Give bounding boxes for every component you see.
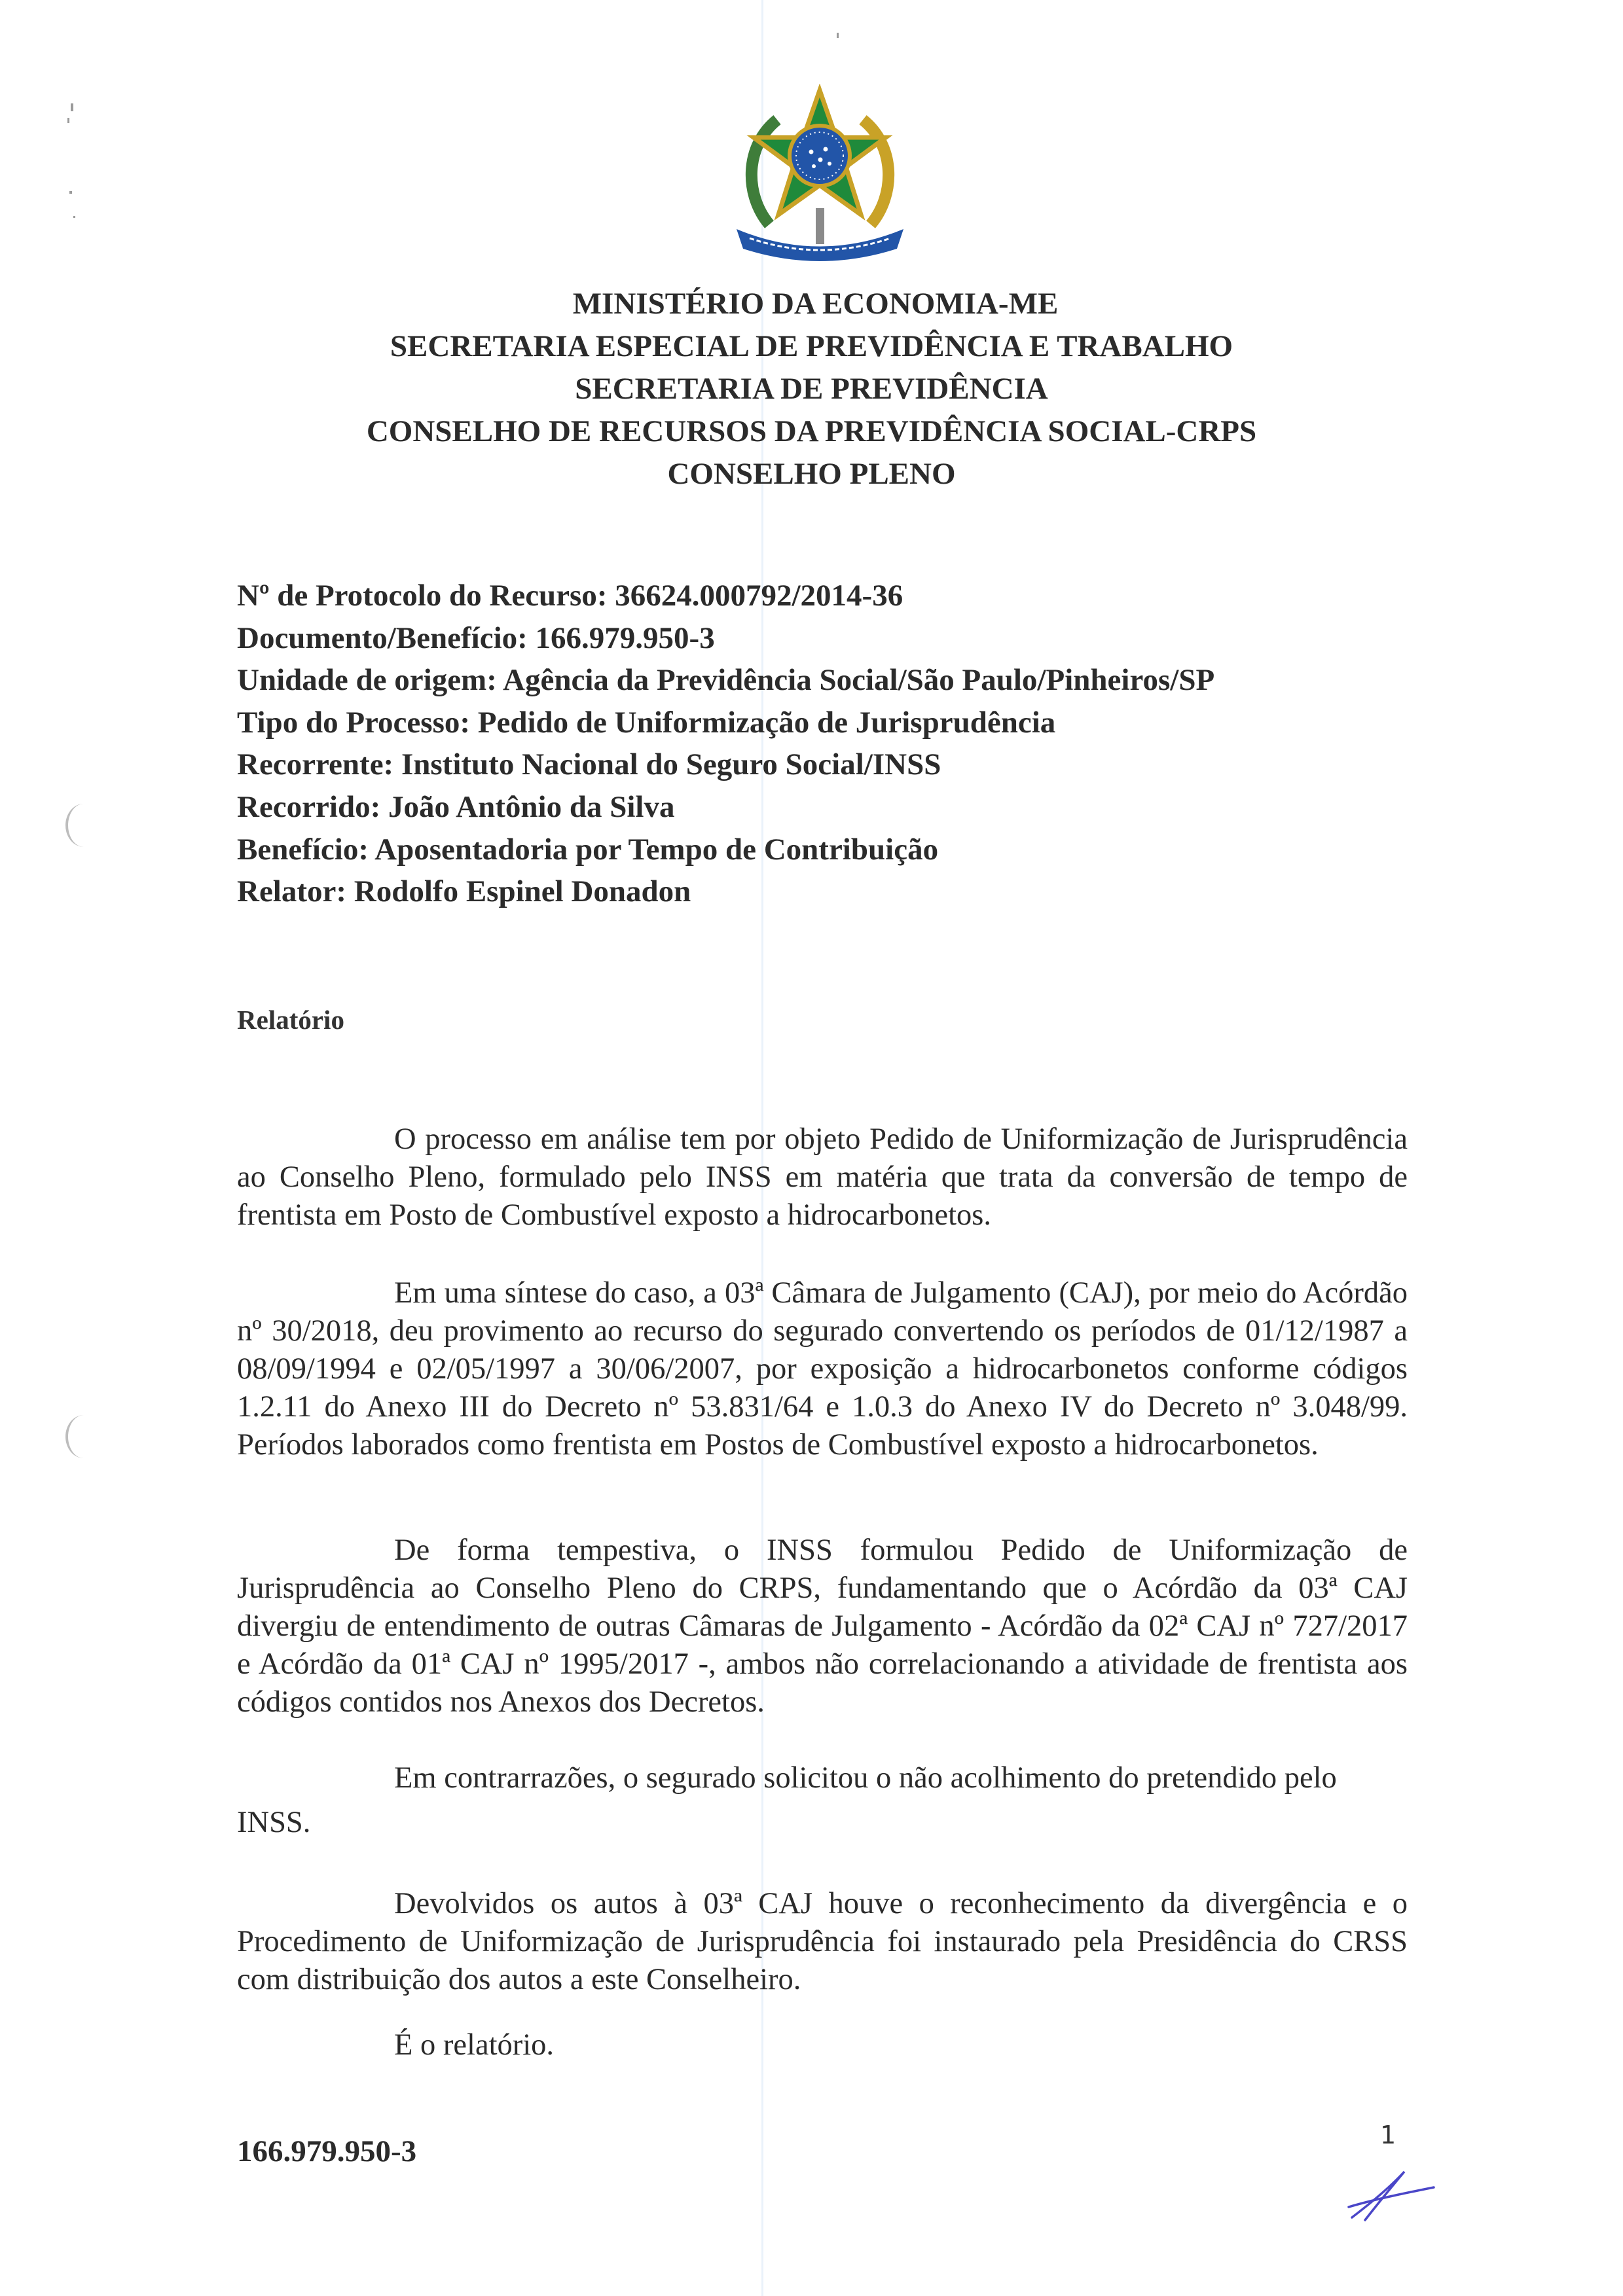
- meta-benefit: Benefício: Aposentadoria por Tempo de Contribuição: [237, 832, 939, 867]
- meta-process-type: Tipo do Processo: Pedido de Uniformização de Jurisprudência: [237, 705, 1056, 740]
- brazil-coat-of-arms-icon: [730, 84, 910, 266]
- paragraph-text: Devolvidos os autos à 03ª CAJ houve o reconhecimento da divergência e o Procedimento de Uniformização de Jurisprudência foi instaurado pela Presidência do CRSS com distribuição dos autos a este Conselheiro.: [237, 1887, 1408, 1996]
- header-plenary: CONSELHO PLENO: [667, 457, 956, 491]
- paragraph-text: Em uma síntese do caso, a 03ª Câmara de Julgamento (CAJ), por meio do Acórdão nº 30/2018, deu provimento ao recurso do segurado convertendo os períodos de 01/12/1987 a 08/09/1994 e 02/05/1997 a 30/06/2007, por exposição a hidrocarbonetos conforme códigos 1.2.11 do Anexo III do Decreto nº 53.831/64 e 1.0.3 do Anexo IV do Decreto nº 3.048/99. Períodos laborados como frentista em Postos de Combustível exposto a hidrocarbonetos.: [237, 1276, 1408, 1462]
- header-ministry: MINISTÉRIO DA ECONOMIA-ME: [572, 287, 1059, 321]
- paragraph-text: De forma tempestiva, o INSS formulou Pedido de Uniformização de Jurisprudência ao Conselho Pleno do CRPS, fundamentando que o Acórdão da 03ª CAJ divergiu de entendimento de outras Câmaras de Julgamento - Acórdão da 02ª CAJ nº 727/2017 e Acórdão da 01ª CAJ nº 1995/2017 -, ambos não correlacionando a atividade de frentista aos códigos contidos nos Anexos dos Decretos.: [237, 1534, 1408, 1719]
- scan-speck: [67, 118, 69, 123]
- scan-speck: [73, 216, 75, 218]
- case-metadata: [237, 575, 1214, 913]
- paragraph-text: É o relatório.: [394, 2028, 555, 2062]
- meta-rapporteur: Relator: Rodolfo Espinel Donadon: [237, 874, 691, 909]
- scan-speck: [69, 191, 72, 194]
- footer-document-id: 166.979.950-3: [237, 2134, 417, 2168]
- meta-appellee: Recorrido: João Antônio da Silva: [237, 789, 675, 824]
- scan-speck: [837, 33, 839, 38]
- header-council: CONSELHO DE RECURSOS DA PREVIDÊNCIA SOCIAL-CRPS: [366, 414, 1257, 448]
- paragraph: [237, 1121, 1408, 1234]
- meta-document: Documento/Benefício: 166.979.950-3: [237, 620, 715, 655]
- handwritten-signature: [1336, 2166, 1440, 2225]
- section-title: Relatório: [237, 1005, 344, 1035]
- paragraph-text: Em contrarrazões, o segurado solicitou o não acolhimento do pretendido pelo: [394, 1761, 1337, 1795]
- meta-protocol: Nº de Protocolo do Recurso: 36624.000792/2014-36: [237, 579, 903, 613]
- paragraph-tail: INSS.: [237, 1806, 311, 1839]
- header-secretariat: SECRETARIA DE PREVIDÊNCIA: [575, 372, 1048, 406]
- page-number: 1: [1380, 2121, 1396, 2149]
- paragraph: [237, 2026, 1408, 2064]
- scan-speck: [71, 103, 73, 111]
- punch-hole-top: [65, 804, 102, 847]
- paragraph: [237, 1759, 1408, 1842]
- paragraph: [237, 1532, 1408, 1721]
- paragraph-text: O processo em análise tem por objeto Pedido de Uniformização de Jurisprudência ao Conselho Pleno, formulado pelo INSS em matéria que trata da conversão de tempo de frentista em Posto de Combustível exposto a hidrocarbonetos.: [237, 1122, 1408, 1232]
- meta-origin-unit: Unidade de origem: Agência da Previdência Social/São Paulo/Pinheiros/SP: [237, 663, 1215, 698]
- meta-appellant: Recorrente: Instituto Nacional do Seguro Social/INSS: [237, 747, 941, 782]
- punch-hole-bottom: [65, 1415, 102, 1458]
- paragraph: [237, 1274, 1408, 1464]
- header-special-secretariat: SECRETARIA ESPECIAL DE PREVIDÊNCIA E TRABALHO: [390, 329, 1233, 363]
- document-header: [0, 283, 1623, 495]
- paragraph: [237, 1885, 1408, 1999]
